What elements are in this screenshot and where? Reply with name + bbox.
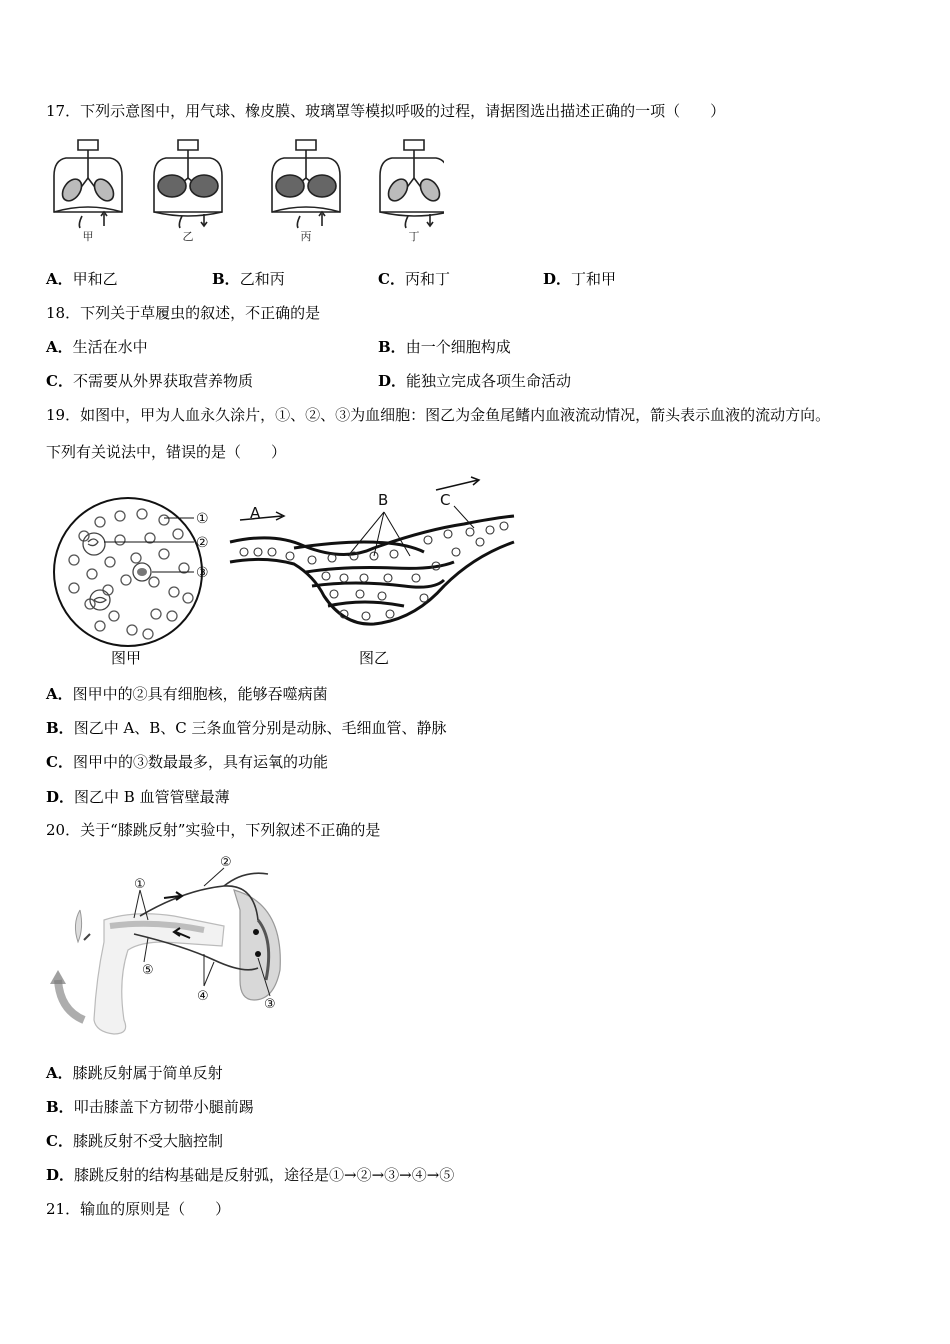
q20-option-d[interactable]: D．膝跳反射的结构基础是反射弧，途径是①→②→③→④→⑤	[46, 1166, 455, 1184]
q18-option-b[interactable]: B．由一个细胞构成	[378, 338, 511, 356]
q20-stem: 20．关于“膝跳反射”实验中，下列叙述不正确的是	[46, 821, 381, 839]
q17-fig-label-bing: 丙	[300, 230, 312, 243]
fish-tail-vessel-diagram	[230, 477, 514, 667]
q19-stem-line1: 19．如图中，甲为人血永久涂片，①、②、③为血细胞：图乙为金鱼尾鳍内血液流动情况，箭头表示血液的流动方向。	[46, 406, 831, 424]
q17-option-b[interactable]: B．乙和丙	[212, 270, 285, 288]
q20-knee-reflex-figure	[44, 850, 294, 1040]
q20-option-b[interactable]: B．叩击膝盖下方韧带小腿前踢	[46, 1098, 254, 1116]
q21-stem: 21．输血的原则是（ ）	[46, 1200, 231, 1218]
q19-vessel-marker-c: C	[440, 491, 451, 509]
q19-caption-yi: 图乙	[358, 649, 390, 667]
q19-stem-line2: 下列有关说法中，错误的是（ ）	[46, 443, 287, 461]
spinal-cord-illustration	[234, 890, 280, 1000]
q19-caption-jia: 图甲	[110, 649, 142, 667]
q17-respiration-figure	[44, 136, 444, 248]
q17-option-a[interactable]: A．甲和乙	[46, 270, 118, 288]
q17-fig-label-ding: 丁	[408, 230, 420, 243]
q19-vessel-marker-b: B	[378, 491, 389, 509]
q20-option-c[interactable]: C．膝跳反射不受大脑控制	[46, 1132, 223, 1150]
q19-option-d[interactable]: D．图乙中 B 血管管壁最薄	[46, 788, 230, 806]
q19-option-a[interactable]: A．图甲中的②具有细胞核，能够吞噬病菌	[46, 685, 328, 703]
q18-stem: 18．下列关于草履虫的叙述，不正确的是	[46, 304, 321, 322]
q20-option-a[interactable]: A．膝跳反射属于简单反射	[46, 1064, 223, 1082]
q20-marker-3: ③	[264, 997, 276, 1012]
q17-fig-label-yi: 乙	[182, 230, 194, 243]
q18-option-c[interactable]: C．不需要从外界获取营养物质	[46, 372, 253, 390]
q19-option-c[interactable]: C．图甲中的③数最最多，具有运氧的功能	[46, 753, 328, 771]
q17-option-c[interactable]: C．丙和丁	[378, 270, 450, 288]
q19-blood-figure	[44, 476, 524, 672]
leg-illustration	[50, 910, 224, 1034]
q20-marker-1: ①	[134, 877, 146, 892]
q20-marker-5: ⑤	[142, 963, 154, 978]
q19-vessel-marker-a: A	[250, 504, 261, 522]
q17-fig-label-jia: 甲	[82, 230, 94, 243]
q17-option-d[interactable]: D．丁和甲	[543, 270, 617, 288]
q19-marker-3: ③	[196, 565, 209, 581]
q20-marker-2: ②	[220, 855, 232, 870]
q18-option-a[interactable]: A．生活在水中	[46, 338, 148, 356]
q18-option-d[interactable]: D．能独立完成各项生命活动	[378, 372, 572, 390]
q19-marker-2: ②	[196, 535, 209, 551]
q19-option-b[interactable]: B．图乙中 A、B、C 三条血管分别是动脉、毛细血管、静脉	[46, 719, 447, 737]
blood-smear-diagram	[54, 498, 209, 667]
q17-stem: 17．下列示意图中，用气球、橡皮膜、玻璃罩等模拟呼吸的过程，请据图选出描述正确的一项（ ）	[46, 102, 726, 120]
q20-marker-4: ④	[197, 989, 209, 1004]
q19-marker-1: ①	[196, 511, 209, 527]
